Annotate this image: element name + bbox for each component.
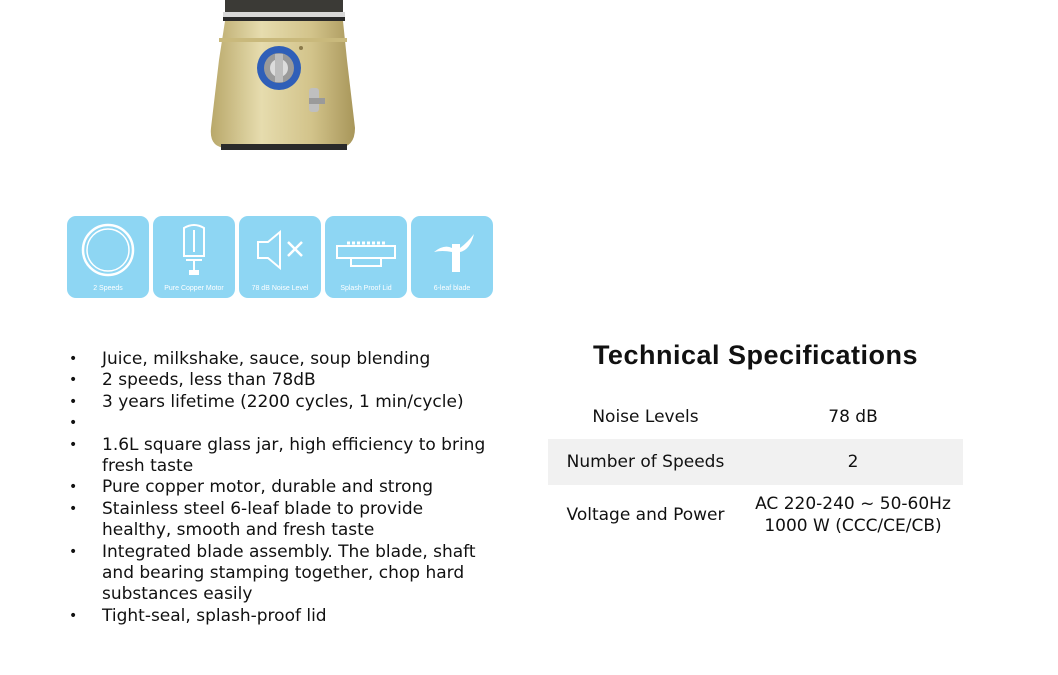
feature-label: 6-leaf blade (433, 285, 471, 292)
feature-bullet-list (67, 349, 487, 627)
spec-value: 78 dB (828, 406, 878, 427)
list-item: • Stainless steel 6-leaf blade to provide healthy, smooth and fresh taste (69, 498, 424, 541)
blade-icon (411, 222, 493, 278)
feature-label: 78 dB Noise Level (251, 285, 309, 292)
feature-label: Pure Copper Motor (164, 285, 224, 292)
specs-title: Technical Specifications (592, 340, 919, 370)
spec-value: 2 (847, 452, 859, 472)
specs-table (548, 394, 963, 545)
feature-label: 2 Speeds (93, 285, 123, 292)
list-item: • Integrated blade assembly. The blade, shaft and bearing stamping together, chop hard substances easily (69, 541, 476, 605)
lid-icon (325, 222, 407, 278)
spec-label: Noise Levels (592, 406, 699, 427)
list-item: • Tight-seal, splash-proof lid (69, 605, 327, 626)
blender-product-image (205, 0, 365, 155)
list-item: • Juice, milkshake, sauce, soup blending (69, 349, 431, 369)
table-row (548, 485, 963, 545)
table-row (548, 439, 963, 485)
speaker-mute-icon (239, 222, 321, 278)
feature-tile-blade (411, 216, 493, 298)
list-item: • 3 years lifetime (2200 cycles, 1 min/cycle) (69, 391, 464, 412)
list-item: • (69, 415, 78, 432)
list-item: • 1.6L square glass jar, high efficiency to bring fresh taste (69, 434, 486, 477)
table-row (548, 394, 963, 439)
list-item: • 2 speeds, less than 78dB (69, 370, 316, 391)
spec-label: Number of Speeds (566, 452, 725, 472)
feature-label: Splash Proof Lid (340, 285, 392, 292)
feature-icons-row (67, 216, 493, 298)
motor-icon (153, 222, 235, 278)
spec-value: AC 220-240 ~ 50-60Hz 1000 W (CCC/CE/CB) (755, 494, 951, 536)
feature-tile-motor (153, 216, 235, 298)
feature-tile-noise (239, 216, 321, 298)
feature-tile-lid (325, 216, 407, 298)
circle-dial-icon (67, 222, 149, 278)
feature-tile-speeds (67, 216, 149, 298)
list-item: • Pure copper motor, durable and strong (69, 477, 434, 498)
spec-label: Voltage and Power (566, 505, 725, 525)
